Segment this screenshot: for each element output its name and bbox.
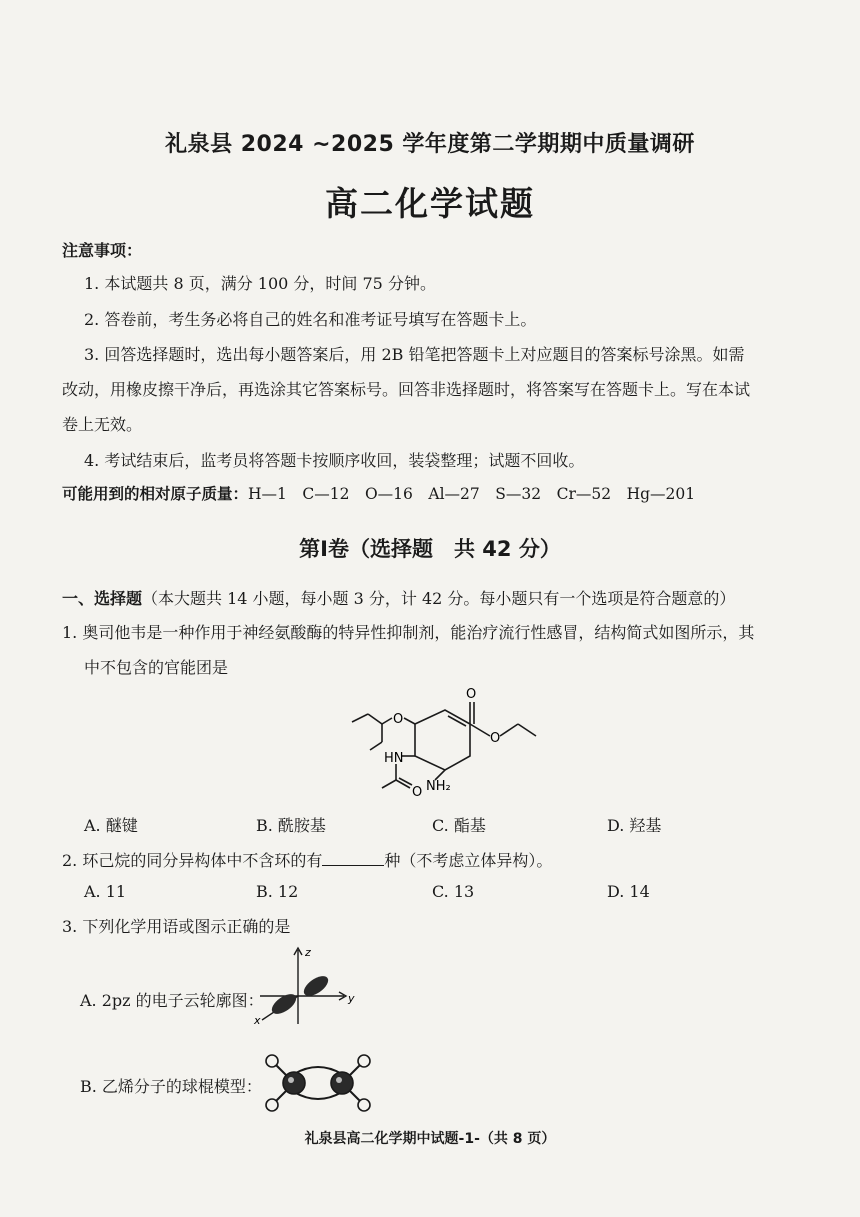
notice-item-4: 4. 考试结束后，监考员将答题卡按顺序收回，装袋整理；试题不回收。: [84, 451, 585, 470]
atomic-masses: [62, 482, 695, 504]
question-1-option-d: D. 羟基: [607, 816, 662, 835]
z-axis-label: z: [305, 946, 311, 959]
notice-item-3-cont: 改动，用橡皮擦干净后，再选涂其它答案标号。回答非选择题时，将答案写在答题卡上。写在本试: [62, 380, 751, 399]
answer-blank: [322, 851, 384, 866]
question-1-option-a: A. 醚键: [84, 816, 138, 835]
question-3-option-a: A. 2pz 的电子云轮廓图：: [80, 991, 264, 1010]
ester-o-label: O: [490, 731, 501, 746]
ethylene-ball-stick-model: [258, 1052, 378, 1114]
question-3-stem: 3. 下列化学用语或图示正确的是: [62, 917, 291, 936]
question-1-stem-line1: 1. 奥司他韦是一种作用于神经氨酸酶的特异性抑制剂，能治疗流行性感冒，结构简式如图所示，其: [62, 623, 755, 642]
question-1-option-c: C. 酯基: [432, 816, 486, 835]
carbonyl-o-label: O: [466, 687, 477, 702]
x-axis-label: x: [254, 1014, 261, 1027]
question-2-option-a: A. 11: [84, 882, 127, 901]
oseltamivir-structure: [340, 684, 550, 804]
y-axis-label: y: [348, 992, 355, 1005]
ether-o-label: O: [393, 712, 404, 727]
exam-title: 礼泉县 2024 ~2025 学年度第二学期期中质量调研: [165, 132, 695, 157]
orbital-lobe-lower: [269, 990, 300, 1018]
amide-o-label: O: [412, 785, 423, 800]
part-heading: [62, 586, 735, 609]
atomic-masses-label: 可能用到的相对原子质量：: [62, 485, 249, 503]
amide-nh-label: HN: [384, 751, 404, 766]
part-heading-note: （本大题共 14 小题，每小题 3 分，计 42 分。每小题只有一个选项是符合题意的）: [142, 589, 736, 608]
carbon-highlight: [336, 1077, 342, 1083]
question-2-option-d: D. 14: [607, 882, 650, 901]
carbon-atom: [331, 1072, 353, 1094]
hydrogen-atom: [266, 1099, 278, 1111]
notice-item-3: 3. 回答选择题时，选出每小题答案后，用 2B 铅笔把答题卡上对应题目的答案标号涂黑。如需: [84, 345, 745, 364]
part-heading-label: 一、选择题: [62, 589, 143, 608]
2pz-orbital-diagram: [250, 944, 360, 1028]
notice-heading: 注意事项：: [62, 241, 143, 260]
notice-item-2: 2. 答卷前，考生务必将自己的姓名和准考证号填写在答题卡上。: [84, 310, 537, 329]
carbon-atom: [283, 1072, 305, 1094]
atomic-masses-values: H—1 C—12 O—16 Al—27 S—32 Cr—52 Hg—201: [248, 485, 696, 503]
question-1-option-b: B. 酰胺基: [256, 816, 326, 835]
question-2-stem-before: 2. 环己烷的同分异构体中不含环的有: [62, 851, 323, 870]
notice-item-3-cont2: 卷上无效。: [62, 415, 143, 434]
carbon-highlight: [288, 1077, 294, 1083]
hydrogen-atom: [358, 1099, 370, 1111]
notice-item-1: 1. 本试题共 8 页，满分 100 分，时间 75 分钟。: [84, 274, 436, 293]
section-title: 第Ⅰ卷（选择题 共 42 分）: [299, 537, 561, 561]
question-2-option-c: C. 13: [432, 882, 475, 901]
subject-title: 高二化学试题: [325, 184, 535, 223]
hydrogen-atom: [266, 1055, 278, 1067]
question-3-option-b: B. 乙烯分子的球棍模型：: [80, 1077, 262, 1096]
hydrogen-atom: [358, 1055, 370, 1067]
question-2-option-b: B. 12: [256, 882, 299, 901]
question-1-stem-line2: 中不包含的官能团是: [84, 658, 229, 677]
question-2-stem-after: 种（不考虑立体异构）。: [384, 851, 553, 870]
page-footer: 礼泉县高二化学期中试题-1-（共 8 页）: [304, 1131, 556, 1147]
amine-label: NH₂: [426, 779, 451, 794]
question-2-stem: [62, 848, 552, 871]
